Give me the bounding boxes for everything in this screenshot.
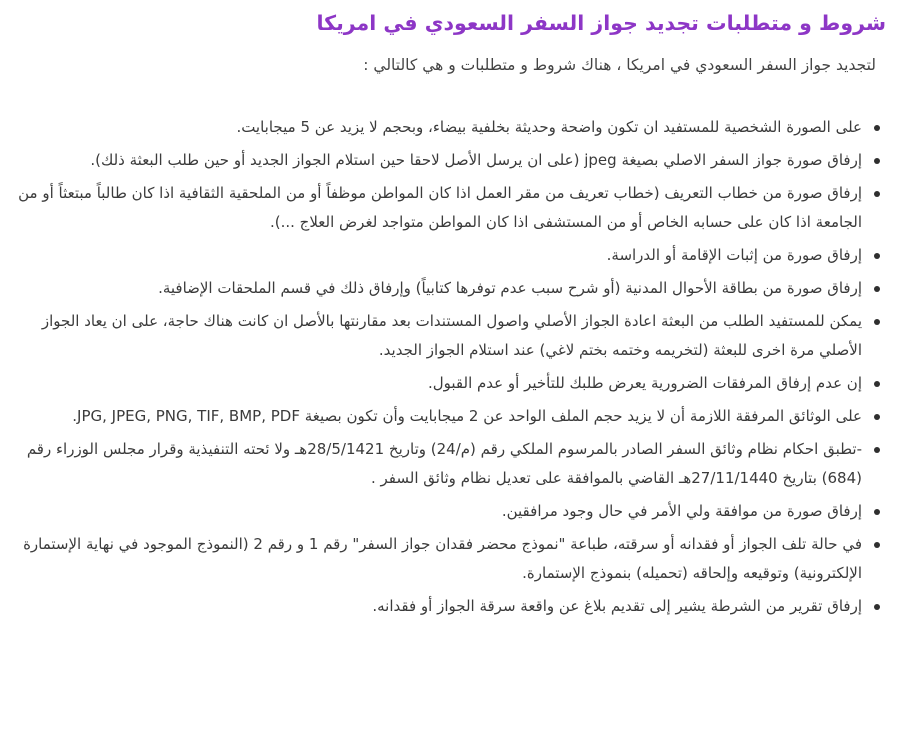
list-item bbox=[18, 241, 862, 270]
list-item bbox=[18, 146, 862, 175]
requirements-list bbox=[18, 113, 886, 621]
list-item bbox=[18, 530, 862, 588]
list-item bbox=[18, 113, 862, 142]
bullet-icon bbox=[874, 447, 880, 453]
list-item-text: إرفاق صورة من موافقة ولي الأمر في حال وجود مرافقين. bbox=[501, 502, 862, 520]
bullet-icon bbox=[874, 125, 880, 131]
list-item-text: على الصورة الشخصية للمستفيد ان تكون واضحة وحديثة بخلفية بيضاء، وبحجم لا يزيد عن 5 ميجابايت. bbox=[236, 118, 862, 136]
bullet-icon bbox=[874, 158, 880, 164]
list-item bbox=[18, 592, 862, 621]
list-item-text: يمكن للمستفيد الطلب من البعثة اعادة الجواز الأصلي واصول المستندات بعد مقارنتها بالأصل ان كانت هناك حاجة، على ان يعاد الجواز الأصلي مرة اخرى للبعثة (لتخريمه وختمه بختم لاغي) عند استلام الجواز الجديد. bbox=[41, 312, 862, 359]
list-item bbox=[18, 497, 862, 526]
bullet-icon bbox=[874, 286, 880, 292]
bullet-icon bbox=[874, 542, 880, 548]
bullet-icon bbox=[874, 253, 880, 259]
list-item-text: إرفاق صورة من خطاب التعريف (خطاب تعريف من مقر العمل اذا كان المواطن موظفاً أو من الملحقية الثقافية اذا كان طالباً مبتعثاً أو من الجامعة اذا كان على حسابه الخاص أو من المستشفى اذا كان المواطن متواجد لغرض العلاج ...). bbox=[18, 184, 862, 231]
bullet-icon bbox=[874, 509, 880, 515]
list-item bbox=[18, 402, 862, 431]
list-item-text: إرفاق صورة من إثبات الإقامة أو الدراسة. bbox=[606, 246, 862, 264]
list-item-text: على الوثائق المرفقة اللازمة أن لا يزيد حجم الملف الواحد عن 2 ميجابايت وأن تكون بصيغة JPG, JPEG, PNG, TIF, BMP, PDF. bbox=[72, 407, 862, 425]
bullet-icon bbox=[874, 191, 880, 197]
list-item-text: إرفاق تقرير من الشرطة يشير إلى تقديم بلاغ عن واقعة سرقة الجواز أو فقدانه. bbox=[372, 597, 862, 615]
intro-text: لتجديد جواز السفر السعودي في امريكا ، هناك شروط و متطلبات و هي كالتالي : bbox=[363, 56, 876, 74]
list-item bbox=[18, 435, 862, 493]
page-title: شروط و متطلبات تجديد جواز السفر السعودي في امريكا bbox=[316, 11, 886, 35]
list-item-text: إرفاق صورة من بطاقة الأحوال المدنية (أو شرح سبب عدم توفرها كتابياً) وإرفاق ذلك في قسم الملحقات الإضافية. bbox=[158, 279, 862, 297]
list-item-text: إن عدم إرفاق المرفقات الضرورية يعرض طلبك للتأخير أو عدم القبول. bbox=[427, 374, 862, 392]
bullet-icon bbox=[874, 381, 880, 387]
list-item bbox=[18, 307, 862, 365]
list-item bbox=[18, 369, 862, 398]
list-item-text: إرفاق صورة جواز السفر الاصلي بصيغة jpeg (على ان يرسل الأصل لاحقا حين استلام الجواز الجديد أو حين طلب البعثة ذلك). bbox=[90, 151, 862, 169]
bullet-icon bbox=[874, 604, 880, 610]
bullet-icon bbox=[874, 319, 880, 325]
list-item-text: -تطبق احكام نظام وثائق السفر الصادر بالمرسوم الملكي رقم (م/24) وتاريخ 28/5/1421هـ ولا ئحته التنفيذية وقرار مجلس الوزراء رقم (684) بتاريخ 27/11/1440هـ القاضي بالموافقة على تعديل نظام وثائق السفر . bbox=[26, 440, 862, 487]
list-item bbox=[18, 179, 862, 237]
list-item-text: في حالة تلف الجواز أو فقدانه أو سرقته، طباعة "نموذج محضر فقدان جواز السفر" رقم 1 و رقم 2 (النموذج الموجود في نهاية الإستمارة الإلكترونية) وتوقيعه وإلحاقه (تحميله) بنموذج الإستمارة. bbox=[23, 535, 862, 582]
list-item bbox=[18, 274, 862, 303]
bullet-icon bbox=[874, 414, 880, 420]
